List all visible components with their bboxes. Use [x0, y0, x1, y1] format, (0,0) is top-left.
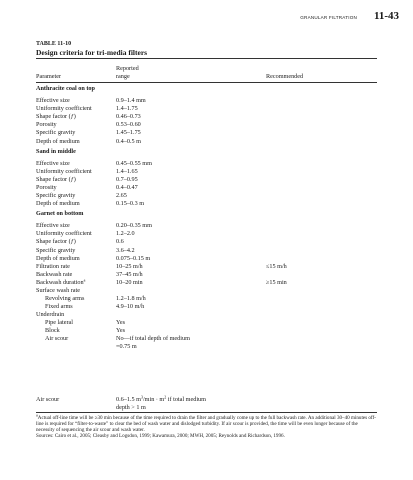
running-header: [0, 10, 413, 26]
row-range: 0.9–1.4 mm: [116, 97, 146, 105]
row-parameter: Pipe lateral: [45, 318, 74, 326]
row-range: =0.75 m: [116, 342, 137, 350]
row-parameter: Shape factor (ƒ): [36, 175, 76, 183]
table-row: [36, 311, 377, 319]
row-parameter: Backwash rate: [36, 270, 73, 278]
row-parameter: Air scour: [45, 334, 69, 342]
table-row: [36, 129, 377, 137]
column-header-reported-line1: Reported: [116, 65, 139, 72]
table-row: [36, 105, 377, 113]
row-range: depth > 1 m: [116, 404, 146, 411]
row-range: 0.075–0.15 m: [116, 254, 151, 262]
row-range: 0.6–1.5 $m^3/\min \cdot m^2$ if total medium: [116, 394, 206, 403]
table-header-rule: [36, 82, 377, 83]
column-header-parameter: Parameter: [36, 73, 62, 80]
row-range: 3.6–4.2: [116, 246, 135, 254]
row-range: 0.46–0.73: [116, 113, 141, 121]
table-row: [36, 238, 377, 246]
table-row: [36, 192, 377, 200]
row-parameter: Uniformity coefficient: [36, 230, 92, 238]
row-range: 0.7–0.95: [116, 175, 138, 183]
row-range: 0.15–0.3 m: [116, 200, 145, 208]
page-number: 11-43: [373, 10, 399, 22]
row-range: 1.4–1.75: [116, 105, 138, 113]
row-range: 37–45 m/h: [116, 270, 143, 278]
row-parameter: Uniformity coefficient: [36, 167, 92, 175]
table-row: [36, 138, 377, 146]
row-parameter: Porosity: [36, 121, 57, 129]
table-label: TABLE 11-10: [36, 41, 72, 47]
table-row: [36, 319, 377, 327]
table-row: [36, 200, 377, 208]
row-parameter: Specific gravity: [36, 246, 76, 254]
row-parameter: Depth of medium: [36, 137, 80, 145]
table-row: [36, 121, 377, 129]
row-range: 0.6: [116, 238, 124, 246]
row-parameter: Shape factor (ƒ): [36, 113, 76, 121]
table-row: [36, 271, 377, 279]
row-range: 4.9–10 m/h: [116, 302, 145, 310]
row-parameter: Depth of medium: [36, 254, 80, 262]
row-range: Yes: [116, 326, 126, 334]
table-footnote: [36, 412, 377, 440]
table-row: [36, 230, 377, 238]
row-parameter: Uniformity coefficient: [36, 105, 92, 113]
row-range: 0.4–0.5 m: [116, 137, 141, 145]
table-row: [36, 255, 377, 263]
row-range: 0.20–0.35 mm: [116, 222, 152, 230]
table-title: Design criteria for tri-media filters: [36, 48, 148, 57]
row-parameter: Specific gravity: [36, 129, 76, 137]
row-parameter: Effective size: [36, 159, 70, 167]
row-parameter: Filtration rate: [36, 262, 70, 270]
table-row: [36, 176, 377, 184]
row-parameter: Effective size: [36, 222, 70, 230]
row-range: 1.2–1.8 m/h: [116, 294, 146, 302]
table-row-air-scour-continued: [36, 404, 377, 412]
row-parameter: Porosity: [36, 183, 57, 191]
section-heading: Garnet on bottom: [36, 210, 84, 218]
table-row: [36, 295, 377, 303]
row-parameter: Fixed arms: [45, 302, 73, 310]
row-range: 10–25 m/h: [116, 262, 143, 270]
table-row: [36, 303, 377, 311]
row-parameter: Air scour: [36, 396, 60, 403]
table-top-rule: [36, 58, 377, 59]
table-row: [36, 279, 377, 287]
row-parameter: Surface wash rate: [36, 286, 80, 294]
table-row: [36, 113, 377, 121]
table-row: [36, 287, 377, 295]
table-row: [36, 343, 377, 351]
running-title: GRANULAR FILTRATION: [300, 15, 357, 20]
row-range: 0.4–0.47: [116, 183, 138, 191]
footnote-note: $^a$Actual off-line time will be ≥30 min because of the time required to drain the filter and gradually come up to the full backwash rate. An additional 30–40 minutes off-line is required for “filter-to-waste” to clear the bed of wash water and dislodged turbidity. If air scour is provided, the time will be even longer because of the necessity of sequencing the air scour and wash water.: [36, 412, 376, 434]
row-range: No—if total depth of medium: [116, 334, 190, 342]
column-header-reported-line2: range: [116, 73, 130, 80]
row-recommended: ≤15 m/h: [266, 262, 287, 270]
row-parameter: Underdrain: [36, 310, 65, 318]
table-row: [36, 263, 377, 271]
section-heading: Sand in middle: [36, 147, 76, 155]
table-row: [36, 168, 377, 176]
row-parameter: Shape factor (ƒ): [36, 238, 76, 246]
row-parameter: Backwash duration$^a$: [36, 277, 86, 286]
row-parameter: Block: [45, 326, 60, 334]
table-row-air-scour: [36, 396, 377, 404]
row-recommended: ≥15 min: [266, 278, 287, 286]
row-range: 1.2–2.0: [116, 230, 135, 238]
table-row: [36, 184, 377, 192]
section-heading: Anthracite coal on top: [36, 85, 95, 92]
table-row: [36, 97, 377, 105]
table-row: [36, 160, 377, 168]
table-bottom-rule: [36, 412, 377, 413]
row-range: 0.45–0.55 mm: [116, 159, 152, 167]
row-parameter: Effective size: [36, 97, 70, 105]
row-range: 0.53–0.60: [116, 121, 141, 129]
row-parameter: Depth of medium: [36, 200, 80, 208]
row-parameter: Specific gravity: [36, 192, 76, 199]
row-range: 2.65: [116, 192, 127, 199]
table-row: [36, 247, 377, 255]
table-row: [36, 335, 377, 343]
row-parameter: Revolving arms: [45, 294, 85, 302]
row-range: 1.4–1.65: [116, 167, 138, 175]
row-range: 10–20 min: [116, 278, 143, 286]
row-range: 1.45–1.75: [116, 129, 141, 137]
row-range: Yes: [116, 318, 126, 326]
table-row: [36, 222, 377, 230]
footnote-sources: Sources: Cairo et al., 2005; Cleasby and Logsdon, 1999; Kawamura, 2000; MWH, 2005; Reynolds and Richardson, 1996.: [36, 433, 285, 440]
table-row: [36, 327, 377, 335]
column-header-recommended: Recommended: [266, 73, 304, 80]
